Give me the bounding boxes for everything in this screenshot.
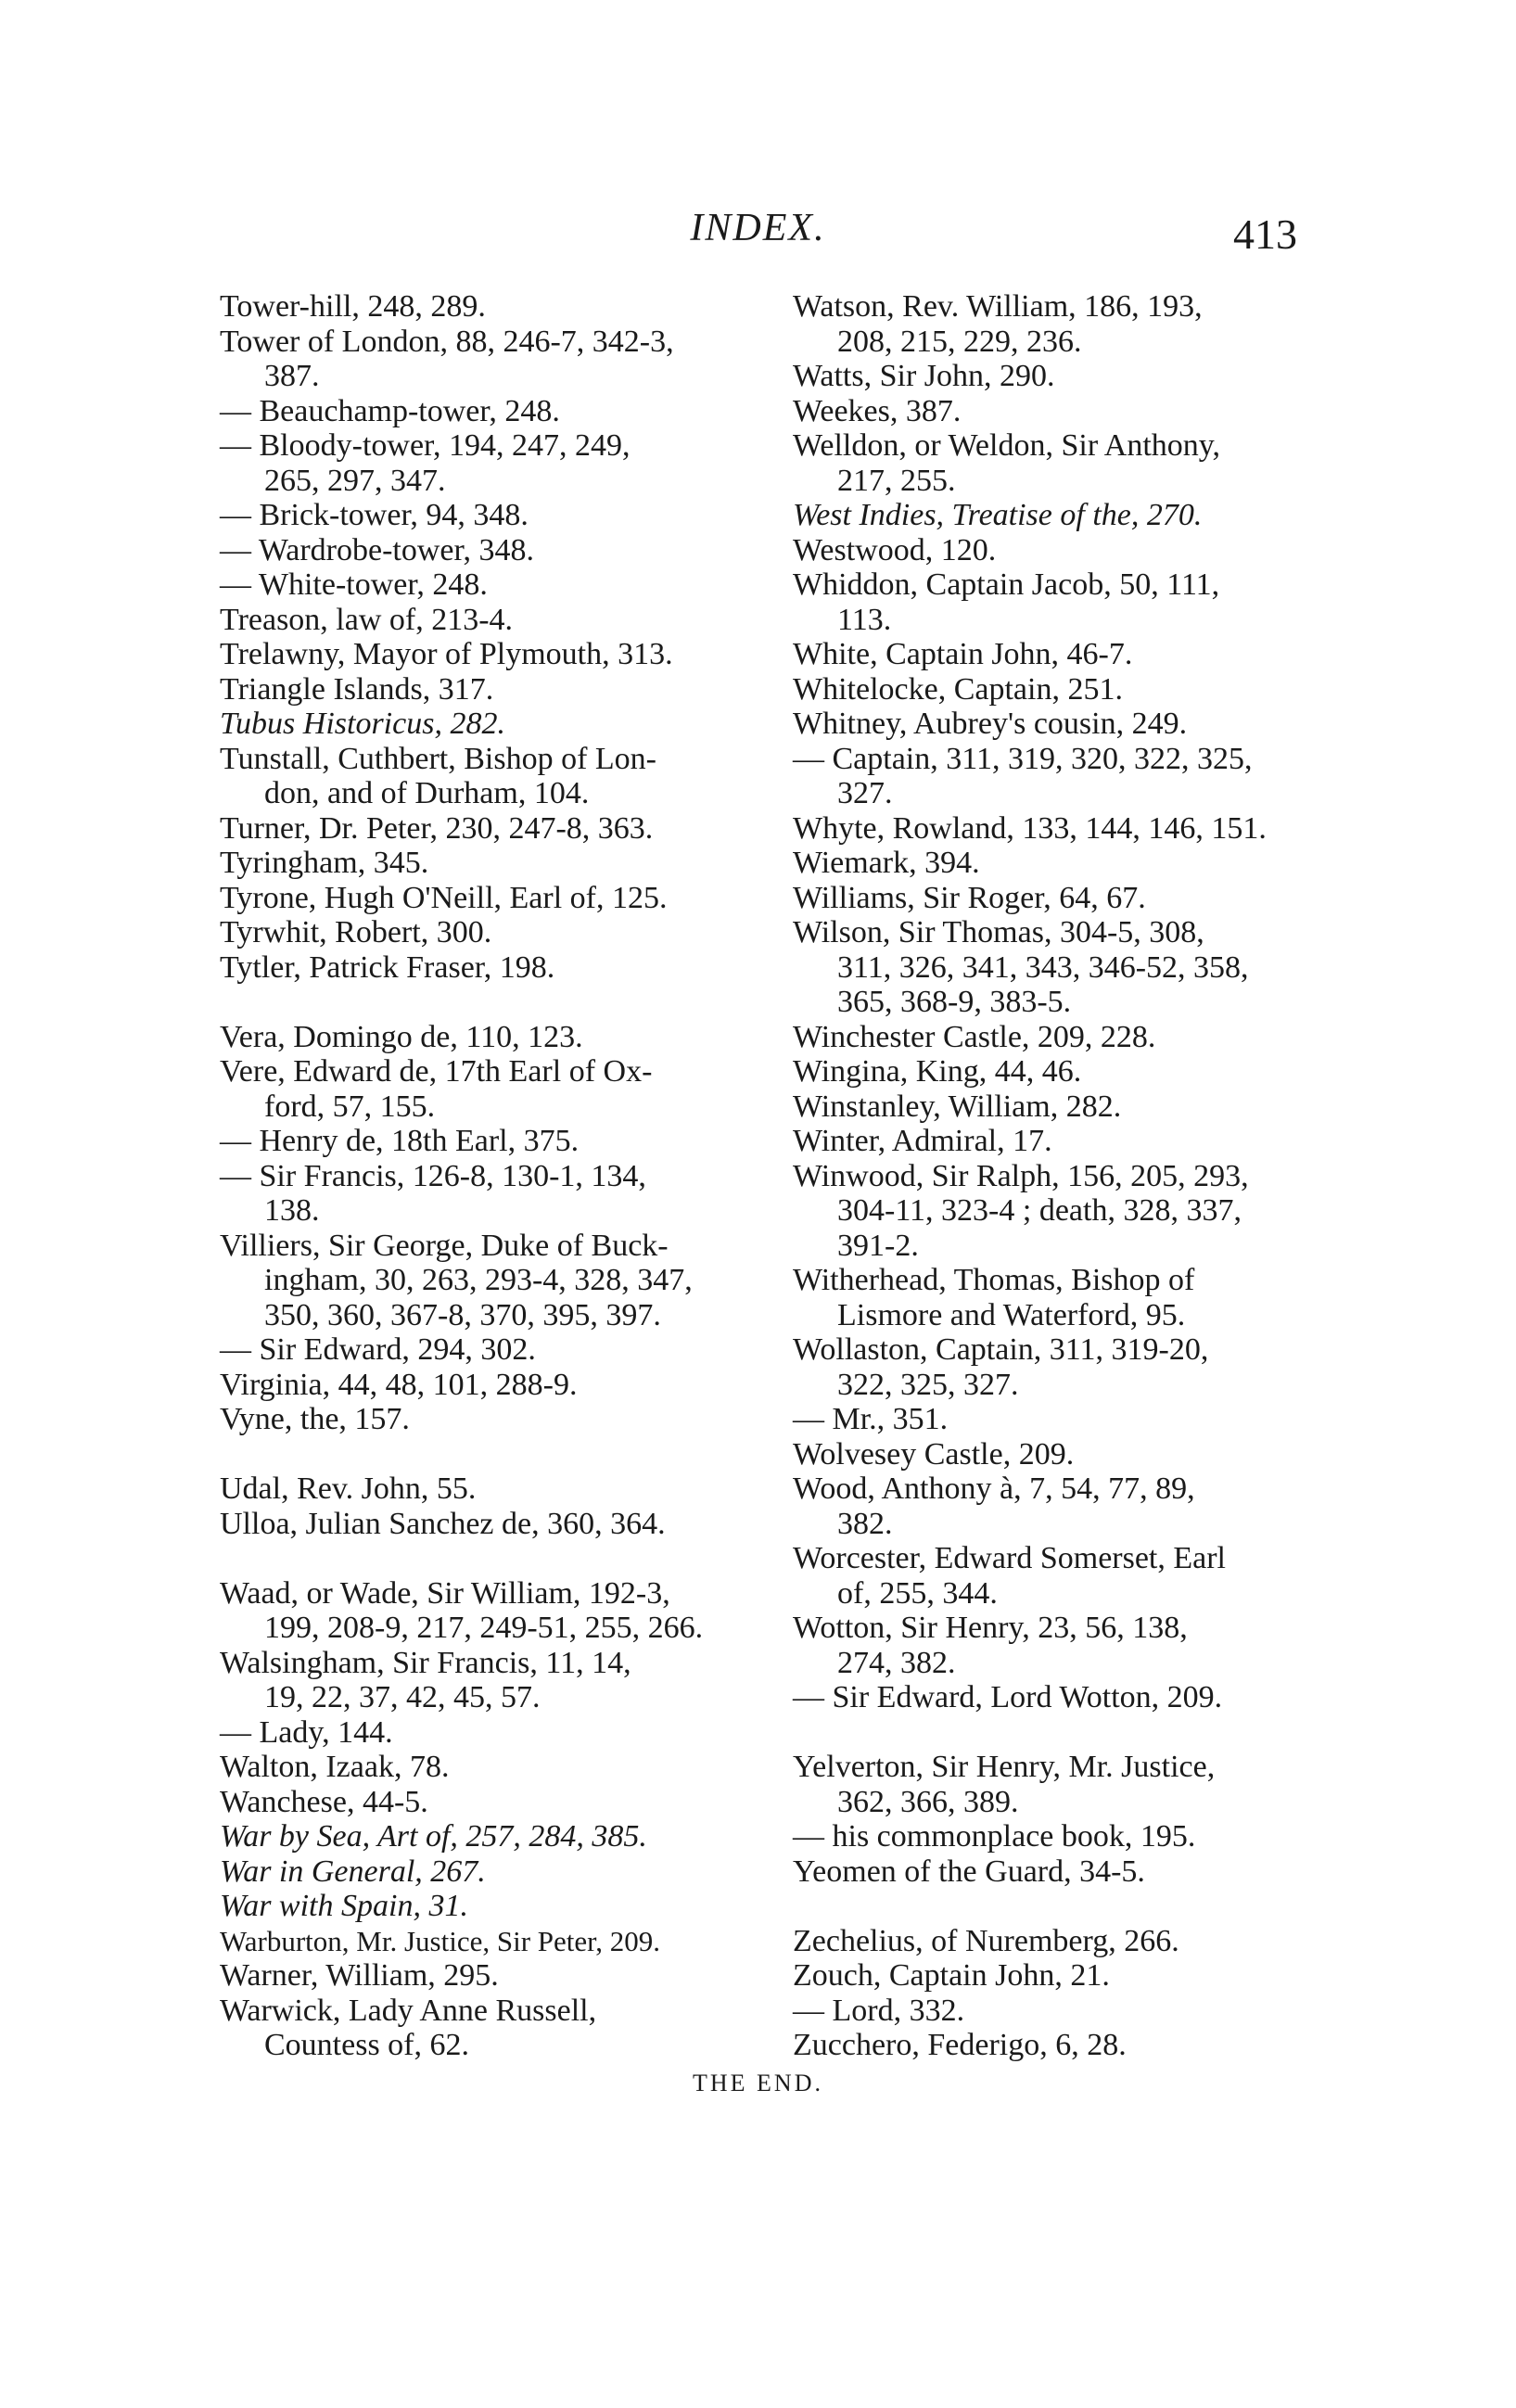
index-line: Tower-hill, 248, 289. (220, 289, 486, 324)
index-line: White, Captain John, 46-7. (793, 637, 1133, 671)
index-line: Tower of London, 88, 246-7, 342-3, (220, 324, 674, 359)
index-line: Whitney, Aubrey's cousin, 249. (793, 707, 1188, 741)
index-line: 265, 297, 347. (264, 463, 446, 498)
section-gap (220, 1541, 776, 1576)
index-line: — Henry de, 18th Earl, 375. (220, 1124, 580, 1158)
index-line: Countess of, 62. (264, 2028, 469, 2062)
index-line: War in General, 267. (220, 1854, 486, 1889)
index-line: Vyne, the, 157. (220, 1402, 410, 1436)
index-line: — his commonplace book, 195. (793, 1819, 1196, 1854)
index-line: Whyte, Rowland, 133, 144, 146, 151. (793, 810, 1267, 846)
index-line: ingham, 30, 263, 293-4, 328, 347, (264, 1263, 693, 1297)
index-line: 382. (837, 1506, 893, 1541)
page-title: INDEX. (690, 207, 826, 249)
the-end-footer: THE END. (693, 2070, 823, 2096)
index-line: of, 255, 344. (837, 1575, 998, 1611)
index-line: Walsingham, Sir Francis, 11, 14, (220, 1645, 631, 1680)
index-line: — Bloody-tower, 194, 247, 249, (220, 428, 631, 463)
index-line: Zouch, Captain John, 21. (793, 1958, 1110, 1993)
index-line: Virginia, 44, 48, 101, 288-9. (220, 1367, 578, 1402)
index-line: 199, 208-9, 217, 249-51, 255, 266. (264, 1611, 704, 1645)
index-line: — Lady, 144. (220, 1714, 393, 1750)
index-line: Villiers, Sir George, Duke of Buck- (220, 1228, 669, 1263)
index-line: — Sir Edward, 294, 302. (220, 1332, 536, 1367)
index-line: West Indies, Treatise of the, 270. (793, 498, 1203, 532)
index-line: Winchester Castle, 209, 228. (793, 1019, 1156, 1054)
index-line: Tubus Historicus, 282. (220, 707, 505, 741)
index-line: Winstanley, William, 282. (793, 1089, 1122, 1124)
index-line: Wolvesey Castle, 209. (793, 1436, 1075, 1472)
index-line: Treason, law of, 213-4. (220, 602, 514, 637)
index-line: 113. (837, 602, 892, 637)
index-column-right (793, 289, 1349, 2063)
index-line: 19, 22, 37, 42, 45, 57. (264, 1680, 541, 1714)
index-line: Wilson, Sir Thomas, 304-5, 308, (793, 915, 1204, 949)
index-line: Whitelocke, Captain, 251. (793, 671, 1123, 707)
index-line: — Mr., 351. (793, 1402, 949, 1436)
index-line: Williams, Sir Roger, 64, 67. (793, 880, 1146, 915)
index-line: Warwick, Lady Anne Russell, (220, 1993, 597, 2028)
index-line: — Sir Edward, Lord Wotton, 209. (793, 1680, 1223, 1714)
index-line: Wanchese, 44-5. (220, 1784, 428, 1819)
index-line: Ulloa, Julian Sanchez de, 360, 364. (220, 1506, 666, 1541)
index-line: 217, 255. (837, 463, 956, 498)
index-line: Worcester, Edward Somerset, Earl (793, 1541, 1227, 1575)
index-line: Lismore and Waterford, 95. (837, 1297, 1186, 1332)
index-line: Waad, or Wade, Sir William, 192-3, (220, 1575, 670, 1611)
index-line: Witherhead, Thomas, Bishop of (793, 1263, 1195, 1297)
index-line: Tyrwhit, Robert, 300. (220, 915, 492, 949)
index-line: Tyrone, Hugh O'Neill, Earl of, 125. (220, 880, 668, 915)
index-line: Wiemark, 394. (793, 846, 980, 880)
index-line: 362, 366, 389. (837, 1784, 1019, 1819)
index-line: Wollaston, Captain, 311, 319-20, (793, 1332, 1209, 1367)
index-line: Weekes, 387. (793, 393, 962, 428)
index-line: Winwood, Sir Ralph, 156, 205, 293, (793, 1158, 1249, 1193)
index-line: War by Sea, Art of, 257, 284, 385. (220, 1819, 647, 1854)
index-column-left (220, 289, 776, 2063)
index-line: — Wardrobe-tower, 348. (220, 532, 534, 567)
index-line: Welldon, or Weldon, Sir Anthony, (793, 428, 1221, 463)
index-line: 304-11, 323-4 ; death, 328, 337, (837, 1193, 1242, 1228)
index-line: — Captain, 311, 319, 320, 322, 325, (793, 741, 1253, 776)
index-line: Vere, Edward de, 17th Earl of Ox- (220, 1054, 653, 1089)
index-line: Tunstall, Cuthbert, Bishop of Lon- (220, 741, 656, 776)
index-line: Yeomen of the Guard, 34-5. (793, 1854, 1145, 1889)
index-line: 208, 215, 229, 236. (837, 324, 1082, 359)
section-gap (220, 1437, 776, 1472)
index-line: Wingina, King, 44, 46. (793, 1054, 1082, 1089)
index-line: War with Spain, 31. (220, 1889, 468, 1923)
index-line: Turner, Dr. Peter, 230, 247-8, 363. (220, 810, 654, 846)
index-line: Yelverton, Sir Henry, Mr. Justice, (793, 1750, 1216, 1784)
index-line: Westwood, 120. (793, 532, 997, 567)
index-line: Whiddon, Captain Jacob, 50, 111, (793, 567, 1220, 602)
page-header (0, 206, 1516, 261)
index-line: Warburton, Mr. Justice, Sir Peter, 209. (220, 1924, 660, 1957)
page-number: 413 (1233, 210, 1297, 258)
index-line: Walton, Izaak, 78. (220, 1750, 450, 1784)
section-gap (793, 1889, 1349, 1924)
index-line: 311, 326, 341, 343, 346-52, 358, (837, 949, 1249, 985)
index-line: — White-tower, 248. (220, 567, 488, 602)
section-gap (793, 1715, 1349, 1751)
index-line: — Brick-tower, 94, 348. (220, 498, 529, 532)
index-line: Zechelius, of Nuremberg, 266. (793, 1923, 1179, 1958)
index-line: ford, 57, 155. (264, 1089, 436, 1124)
index-line: — Lord, 332. (793, 1993, 965, 2028)
index-line: 138. (264, 1193, 320, 1228)
index-line: Vera, Domingo de, 110, 123. (220, 1019, 583, 1054)
index-line: Wotton, Sir Henry, 23, 56, 138, (793, 1611, 1188, 1645)
index-line: Udal, Rev. John, 55. (220, 1472, 477, 1506)
index-line: Watts, Sir John, 290. (793, 359, 1055, 393)
index-line: 350, 360, 367-8, 370, 395, 397. (264, 1297, 661, 1332)
index-line: Winter, Admiral, 17. (793, 1124, 1052, 1158)
index-line: Triangle Islands, 317. (220, 671, 494, 707)
index-line: Tytler, Patrick Fraser, 198. (220, 949, 555, 985)
index-line: Trelawny, Mayor of Plymouth, 313. (220, 637, 673, 671)
index-line: don, and of Durham, 104. (264, 776, 590, 810)
index-line: 387. (264, 359, 320, 393)
index-line: 327. (837, 776, 893, 810)
index-line: 391-2. (837, 1228, 919, 1263)
index-line: 365, 368-9, 383-5. (837, 985, 1072, 1019)
index-line: Wood, Anthony à, 7, 54, 77, 89, (793, 1472, 1195, 1506)
index-line: Zucchero, Federigo, 6, 28. (793, 2028, 1127, 2062)
index-line: — Beauchamp-tower, 248. (220, 393, 560, 428)
section-gap (220, 985, 776, 1020)
index-line: — Sir Francis, 126-8, 130-1, 134, (220, 1158, 646, 1193)
index-line: Watson, Rev. William, 186, 193, (793, 289, 1203, 324)
index-line: Warner, William, 295. (220, 1958, 499, 1993)
index-line: 322, 325, 327. (837, 1367, 1019, 1402)
index-line: 274, 382. (837, 1645, 956, 1680)
index-line: Tyringham, 345. (220, 846, 429, 880)
